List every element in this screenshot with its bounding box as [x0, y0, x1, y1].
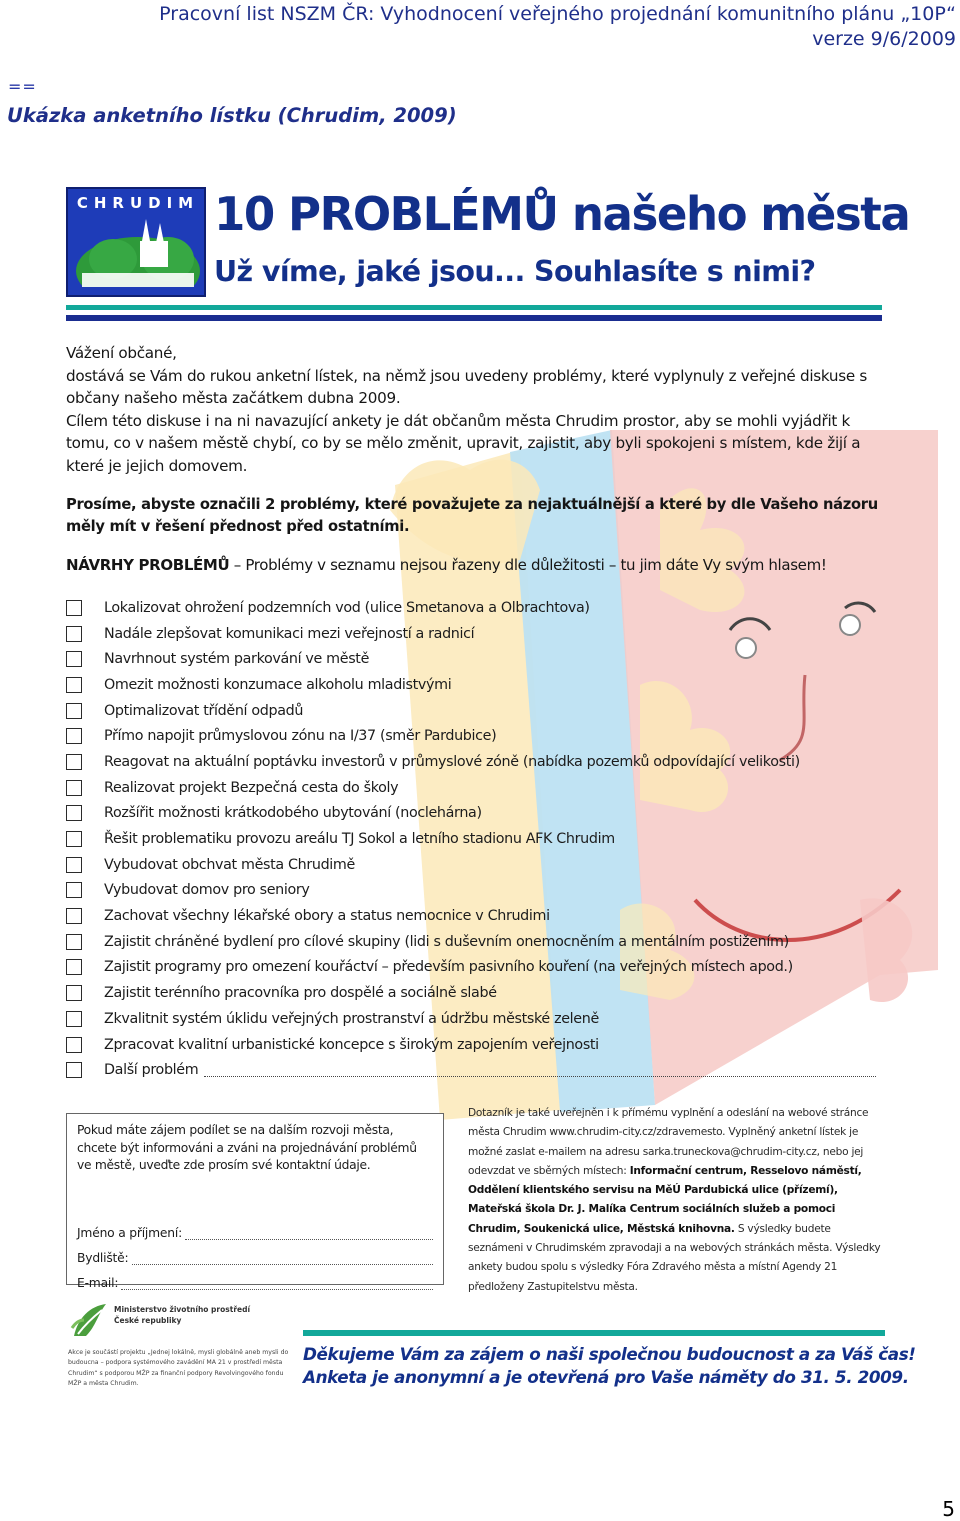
list-item: [66, 698, 886, 724]
checkbox[interactable]: [66, 651, 82, 667]
list-item: [66, 852, 886, 878]
checkbox[interactable]: [66, 805, 82, 821]
problem-label: Zachovat všechny lékařské obory a status nemocnice v Chrudimi: [104, 908, 550, 925]
intro-greeting: Vážení občané,: [66, 344, 177, 362]
checkbox[interactable]: [66, 600, 82, 616]
list-item: [66, 672, 886, 698]
chrudim-logo: [66, 187, 206, 297]
proposals-heading-bold: NÁVRHY PROBLÉMŮ: [66, 556, 230, 574]
info-collection-points: Informační centrum, Resselovo náměstí, Oddělení klientského servisu na MěÚ Pardubická ulice (přízemí), Mateřská škola Dr. J. Malíka Centrum sociálních služeb a pomoci Chrudim, Soukenická ulice, Městská knihovna.: [468, 1164, 862, 1235]
ministry-note: Akce je součástí projektu „Jednej lokálně, mysli globálně aneb mysli do budoucna – podpora systémového zavádění MA 21 v prostředí města Chrudim“ s podporou MŽP za finanční podpory Revolvingového fondu MŽP a města Chrudim.: [68, 1349, 289, 1387]
email-field[interactable]: [77, 1276, 433, 1290]
problem-label: Realizovat projekt Bezpečná cesta do školy: [104, 779, 399, 796]
name-input-line[interactable]: [185, 1228, 433, 1240]
ministry-logo-icon: [68, 1298, 112, 1342]
ministry-name: Ministerstvo životního prostředí České republiky: [114, 1305, 251, 1325]
email-input-line[interactable]: [121, 1278, 433, 1290]
list-item: [66, 878, 886, 904]
checkbox[interactable]: [66, 1062, 82, 1078]
address-field[interactable]: [77, 1251, 433, 1265]
email-label: E-mail:: [77, 1276, 119, 1290]
intro-paragraph-2: Cílem této diskuse i na ni navazující ankety je dát občanům města Chrudim prostor, aby se mohli vyjádřit k tomu, co v našem městě chybí, co by se mělo změnit, upravit, zajistit, aby byli spokojeni s místem, kde žijí a které je jejich domovem.: [66, 411, 861, 475]
thanks-line-2: Anketa je anonymní a je otevřená pro Vaše náměty do 31. 5. 2009.: [303, 1367, 909, 1387]
list-item: [66, 955, 886, 981]
problem-label: Zajistit chráněné bydlení pro cílové skupiny (lidi s duševním onemocněním a mentálním postižením): [104, 933, 789, 950]
logo-text: CHRUDIM: [76, 194, 200, 212]
other-problem-label: Další problém: [104, 1062, 199, 1079]
other-problem-field[interactable]: [204, 1063, 876, 1077]
problem-label: Řešit problematiku provozu areálu TJ Sokol a letního stadionu AFK Chrudim: [104, 831, 615, 848]
thanks-divider: [303, 1330, 885, 1336]
poster-subtitle: Už víme, jaké jsou... Souhlasíte s nimi?: [214, 255, 816, 288]
proposals-heading-rest: – Problémy v seznamu nejsou řazeny dle důležitosti – tu jim dáte Vy svým hlasem!: [229, 556, 827, 574]
list-item: [66, 646, 886, 672]
header-title: Pracovní list NSZM ČR: Vyhodnocení veřejného projednání komunitního plánu „10P“: [159, 3, 956, 25]
problem-label: Zajistit terénního pracovníka pro dospělé a sociálně slabé: [104, 985, 497, 1002]
info-text: [468, 1104, 882, 1297]
list-item: [66, 826, 886, 852]
list-item: [66, 595, 886, 621]
blue-divider: [66, 315, 882, 321]
checkbox[interactable]: [66, 626, 82, 642]
list-item: [66, 980, 886, 1006]
list-item: [66, 621, 886, 647]
problem-label: Nadále zlepšovat komunikaci mezi veřejností a radnicí: [104, 625, 475, 642]
info-part-1: Dotazník je také uveřejněn i k přímému vyplnění a odeslání na webové stránce města Chrudim www.chrudim-city.cz/zdravemesto. Vyplněný anketní lístek je možné zaslat e-mailem na adresu sarka.truneckova@chrudim-city.cz, nebo jej odevzdat ve sběrných místech:: [468, 1107, 869, 1177]
checkbox[interactable]: [66, 677, 82, 693]
checkbox[interactable]: [66, 882, 82, 898]
survey-poster: [0, 130, 960, 1440]
list-item: [66, 1032, 886, 1058]
poster-title: 10 PROBLÉMŮ našeho města: [214, 187, 910, 241]
checkbox[interactable]: [66, 959, 82, 975]
intro-paragraph-1: dostává se Vám do rukou anketní lístek, na němž jsou uvedeny problémy, které vyplynuly z veřejné diskuse s občany našeho města začátkem dubna 2009.: [66, 366, 868, 408]
list-item: [66, 723, 886, 749]
checkbox[interactable]: [66, 1037, 82, 1053]
instruction-text: Prosíme, abyste označili 2 problémy, které považujete za nejaktuálnější a které by dle Vašeho názoru měly mít v řešení přednost před ostatními.: [66, 496, 878, 535]
address-label: Bydliště:: [77, 1251, 129, 1265]
problem-label: Rozšířit možnosti krátkodobého ubytování (noclehárna): [104, 805, 482, 822]
checkbox[interactable]: [66, 754, 82, 770]
problem-label: Zkvalitnit systém úklidu veřejných prostranství a údržbu městské zeleně: [104, 1010, 599, 1027]
address-input-line[interactable]: [132, 1253, 434, 1265]
list-item: [66, 749, 886, 775]
contact-text: Pokud máte zájem podílet se na dalším rozvoji města, chcete být informováni a zváni na projednávání problémů ve městě, uveďte zde prosím své kontaktní údaje.: [77, 1123, 417, 1173]
thanks-line-1: Děkujeme Vám za zájem o naši společnou budoucnost a za Váš čas!: [303, 1344, 916, 1364]
separator: ==: [8, 77, 37, 96]
other-problem-item: [66, 1057, 886, 1083]
checkbox[interactable]: [66, 728, 82, 744]
header-version: verze 9/6/2009: [812, 28, 956, 50]
problem-list: [66, 595, 886, 1083]
intro-text: [66, 342, 886, 478]
checkbox[interactable]: [66, 934, 82, 950]
problem-label: Optimalizovat třídění odpadů: [104, 702, 304, 719]
contact-form: [66, 1113, 444, 1290]
problem-label: Zajistit programy pro omezení kouřáctví – především pasivního kouření (na veřejných místech apod.): [104, 959, 793, 976]
problem-label: Reagovat na aktuální poptávku investorů v průmyslové zóně (nabídka pozemků odpovídající velikosti): [104, 753, 800, 770]
document-title: Ukázka anketního lístku (Chrudim, 2009): [7, 104, 457, 127]
list-item: [66, 903, 886, 929]
problem-label: Lokalizovat ohrožení podzemních vod (ulice Smetanova a Olbrachtova): [104, 599, 590, 616]
info-part-2: S výsledky budete seznámeni v Chrudimském zpravodaji a na webových stránkách města. Výsledky ankety budou spolu s výsledky Fóra Zdravého města a místní Agendy 21 předloženy Zastupitelstvu města.: [468, 1222, 881, 1293]
page-number: 5: [942, 1497, 955, 1521]
checkbox[interactable]: [66, 1011, 82, 1027]
name-field[interactable]: [77, 1226, 433, 1240]
list-item: [66, 929, 886, 955]
ministry-block: [66, 1296, 291, 1396]
proposals-heading: [66, 556, 886, 574]
problem-label: Omezit možnosti konzumace alkoholu mladistvými: [104, 676, 452, 693]
problem-label: Zpracovat kvalitní urbanistické koncepce s širokým zapojením veřejnosti: [104, 1036, 599, 1053]
list-item: [66, 775, 886, 801]
checkbox[interactable]: [66, 831, 82, 847]
problem-label: Přímo napojit průmyslovou zónu na I/37 (směr Pardubice): [104, 728, 497, 745]
checkbox[interactable]: [66, 857, 82, 873]
thanks-text: [303, 1343, 916, 1389]
name-label: Jméno a příjmení:: [77, 1226, 183, 1240]
checkbox[interactable]: [66, 703, 82, 719]
list-item: [66, 1006, 886, 1032]
checkbox[interactable]: [66, 780, 82, 796]
checkbox[interactable]: [66, 985, 82, 1001]
teal-divider: [66, 305, 882, 310]
problem-label: Vybudovat domov pro seniory: [104, 882, 310, 899]
problem-label: Navrhnout systém parkování ve městě: [104, 651, 370, 668]
checkbox[interactable]: [66, 908, 82, 924]
list-item: [66, 801, 886, 827]
problem-label: Vybudovat obchvat města Chrudimě: [104, 856, 355, 873]
